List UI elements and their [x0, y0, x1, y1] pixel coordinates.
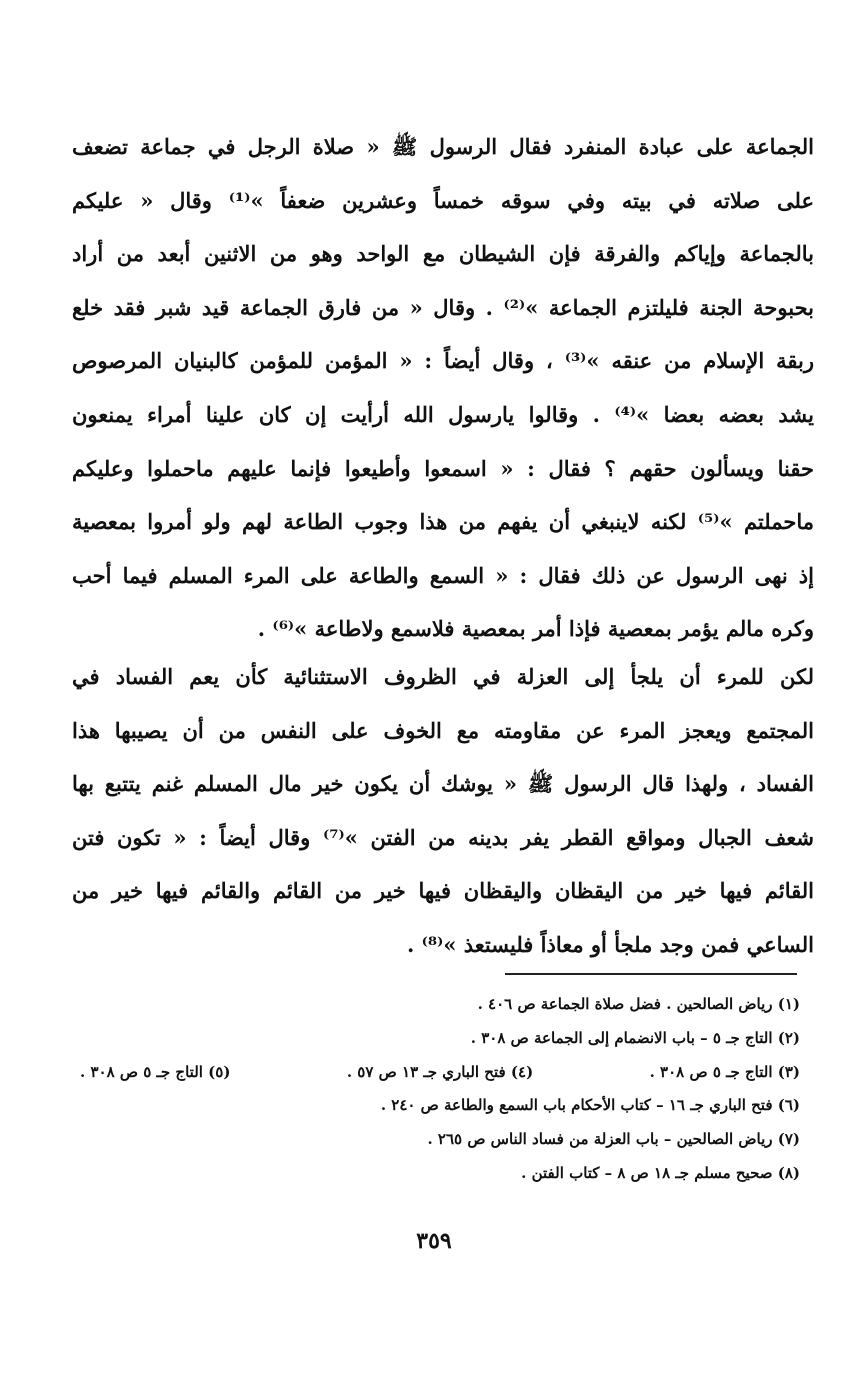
- text-line: المجتمع ويعجز المرء عن مقاومته مع الخوف على النفس من أن يصيبها هذا: [72, 717, 814, 743]
- text-line: وكره مالم يؤمر بمعصية فإذا أمر بمعصية فلاسمع ولاطاعة »⁽⁶⁾ .: [257, 616, 814, 642]
- footnote-divider: [505, 973, 797, 975]
- text-line: ربقة الإسلام من عنقه »⁽³⁾ ، وقال أيضاً : « المؤمن للمؤمن كالبنيان المرصوص: [72, 348, 814, 374]
- text-line: الجماعة على عبادة المنفرد فقال الرسول ﷺ « صلاة الرجل في جماعة تضعف: [72, 134, 814, 159]
- text-line: لكن للمرء أن يلجأ إلى العزلة في الظروف الاستثنائية كأن يعم الفساد في: [72, 664, 814, 689]
- text-line: القائم فيها خير من اليقظان واليقظان فيها خير من القائم والقائم فيها خير من: [72, 878, 814, 904]
- body-paragraph-2: [72, 650, 814, 972]
- text-line: يشد بعضه بعضا »⁽⁴⁾ . وقالوا يارسول الله أرأيت إن كان علينا أمراء يمنعون: [72, 401, 814, 427]
- body-paragraph-1: [72, 120, 814, 656]
- text-line: الفساد ، ولهذا قال الرسول ﷺ « يوشك أن يكون خير مال المسلم غنم يتتبع بها: [72, 771, 814, 797]
- footnote-row-3-5: [80, 1056, 800, 1090]
- text-line: بحبوحة الجنة فليلتزم الجماعة »⁽²⁾ . وقال « من فارق الجماعة قيد شبر فقد خلع: [72, 294, 814, 320]
- footnote-1: (١) رياض الصالحين . فضل صلاة الجماعة ص ٤٠٦ .: [477, 995, 800, 1013]
- footnote-2: (٢) التاج جـ ٥ – باب الانضمام إلى الجماعة ص ٣٠٨ .: [470, 1028, 800, 1047]
- footnotes: [80, 988, 800, 1191]
- text-line: الساعي فمن وجد ملجأ أو معاذاً فليستعذ »⁽⁸⁾ .: [406, 931, 814, 957]
- text-line: ماحملتم »⁽⁵⁾ لكنه لاينبغي أن يفهم من هذا وجوب الطاعة لهم ولو أمروا بمعصية: [72, 509, 814, 535]
- text-line: حقنا ويسألون حقهم ؟ فقال : « اسمعوا وأطيعوا فإنما عليهم ماحملوا وعليكم: [72, 455, 814, 481]
- text-line: شعف الجبال ومواقع القطر يفر بدينه من الفتن »⁽⁷⁾ وقال أيضاً : « تكون فتن: [72, 824, 814, 850]
- footnote-5: (٥) التاج جـ ٥ ص ٣٠٨ .: [80, 1062, 231, 1081]
- footnote-7: (٧) رياض الصالحين – باب العزلة من فساد الناس ص ٢٦٥ .: [427, 1130, 800, 1149]
- footnote-6: (٦) فتح الباري جـ ١٦ – كتاب الأحكام باب السمع والطاعة ص ٢٤٠ .: [380, 1096, 800, 1115]
- text-line: على صلاته في بيته وفي سوقه خمساً وعشرين ضعفاً »⁽¹⁾ وقال « عليكم: [72, 187, 814, 213]
- footnote-3: (٣) التاج جـ ٥ ص ٣٠٨ .: [649, 1062, 800, 1081]
- text-line: إذ نهى الرسول عن ذلك فقال : « السمع والطاعة على المرء المسلم فيما أحب: [72, 562, 814, 588]
- footnote-8: (٨) صحيح مسلم جـ ١٨ ص ٨ – كتاب الفتن .: [521, 1163, 800, 1182]
- page-number: ٣٥٩: [416, 1228, 452, 1254]
- footnote-4: (٤) فتح الباري جـ ١٣ ص ٥٧ .: [346, 1062, 534, 1081]
- text-line: بالجماعة وإياكم والفرقة فإن الشيطان مع الواحد وهو من الاثنين أبعد من أراد: [72, 241, 814, 267]
